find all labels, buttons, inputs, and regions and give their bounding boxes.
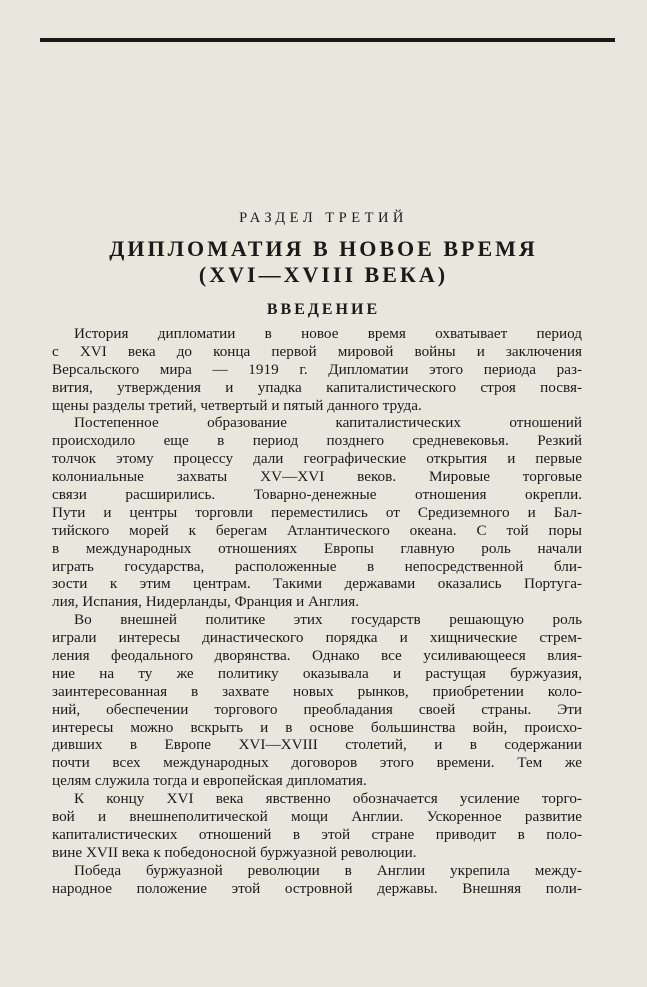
chapter-title-line-1: ДИПЛОМАТИЯ В НОВОЕ ВРЕМЯ (109, 236, 538, 261)
text-line: вой и внешнеполитической мощи Англии. Ускоренное развитие (52, 808, 582, 826)
text-line: щены разделы третий, четвертый и пятый данного труда. (52, 396, 422, 414)
text-line: дивших в Европе XVI—XVIII столетий, и в содержании (52, 736, 582, 754)
text-line: вития, утверждения и упадка капиталистического строя посвя- (52, 378, 582, 396)
text-line: целям служила тогда и европейская дипломатия. (52, 772, 367, 790)
text-line: интересы можно вскрыть и в основе большинства войн, происхо- (52, 718, 582, 736)
text-line: Постепенное образование капиталистических отношений (74, 414, 582, 432)
text-line: лия, Испания, Нидерланды, Франция и Англия. (52, 593, 360, 611)
text-line: зости к этим центрам. Такими державами оказались Португа- (52, 575, 582, 593)
text-line: ний, обеспечении торгового преобладания своей страны. Эти (52, 700, 582, 718)
text-line: связи расширились. Товарно-денежные отношения окрепли. (52, 486, 582, 504)
text-line: История дипломатии в новое время охватывает период (74, 325, 582, 342)
text-line: заинтересованная в захвате новых рынков, приобретении коло- (52, 682, 582, 700)
text-line: тийского морей к берегам Атлантического океана. С той поры (52, 521, 582, 539)
text-line: ние на ту же политику оказывала и растущая буржуазия, (52, 664, 582, 682)
text-line: почти всех международных договоров этого времени. Тем же (52, 754, 582, 772)
introduction-heading: ВВЕДЕНИЕ (266, 301, 381, 318)
text-line: происходило еще в период позднего средневековья. Резкий (52, 432, 582, 450)
chapter-title-line-2: (XVI—XVIII ВЕКА) (198, 262, 449, 287)
text-line: толчок этому процессу дали географические открытия и первые (52, 450, 582, 468)
text-line: ления феодального дворянства. Однако все усиливающееся влия- (52, 647, 582, 665)
text-line: с XVI века до конца первой мировой войны и заключения (52, 342, 582, 360)
text-line: вине XVII века к победоносной буржуазной революции. (52, 843, 417, 861)
text-line: колониальные захваты XV—XVI веков. Мировые торговые (52, 468, 582, 486)
text-line: капиталистических отношений в этой стране приводит в поло- (52, 825, 582, 843)
text-line: Пути и центры торговли переместились от Средиземного и Бал- (52, 503, 582, 521)
section-label: РАЗДЕЛ ТРЕТИЙ (239, 210, 408, 226)
body-text (52, 325, 582, 898)
text-line: Победа буржуазной революции в Англии укрепила между- (74, 861, 582, 879)
text-line: играть государства, расположенные в непосредственной бли- (52, 557, 582, 575)
text-line: в международных отношениях Европы главную роль начали (52, 539, 582, 557)
text-line: народное положение этой островной державы. Внешняя поли- (52, 879, 582, 897)
text-line: К концу XVI века явственно обозначается усиление торго- (74, 790, 582, 808)
text-line: играли интересы династического порядка и хищнические стрем- (52, 629, 582, 647)
text-line: Во внешней политике этих государств решающую роль (74, 611, 582, 629)
top-rule (40, 38, 615, 42)
text-line: Версальского мира — 1919 г. Дипломатии этого периода раз- (52, 360, 582, 378)
